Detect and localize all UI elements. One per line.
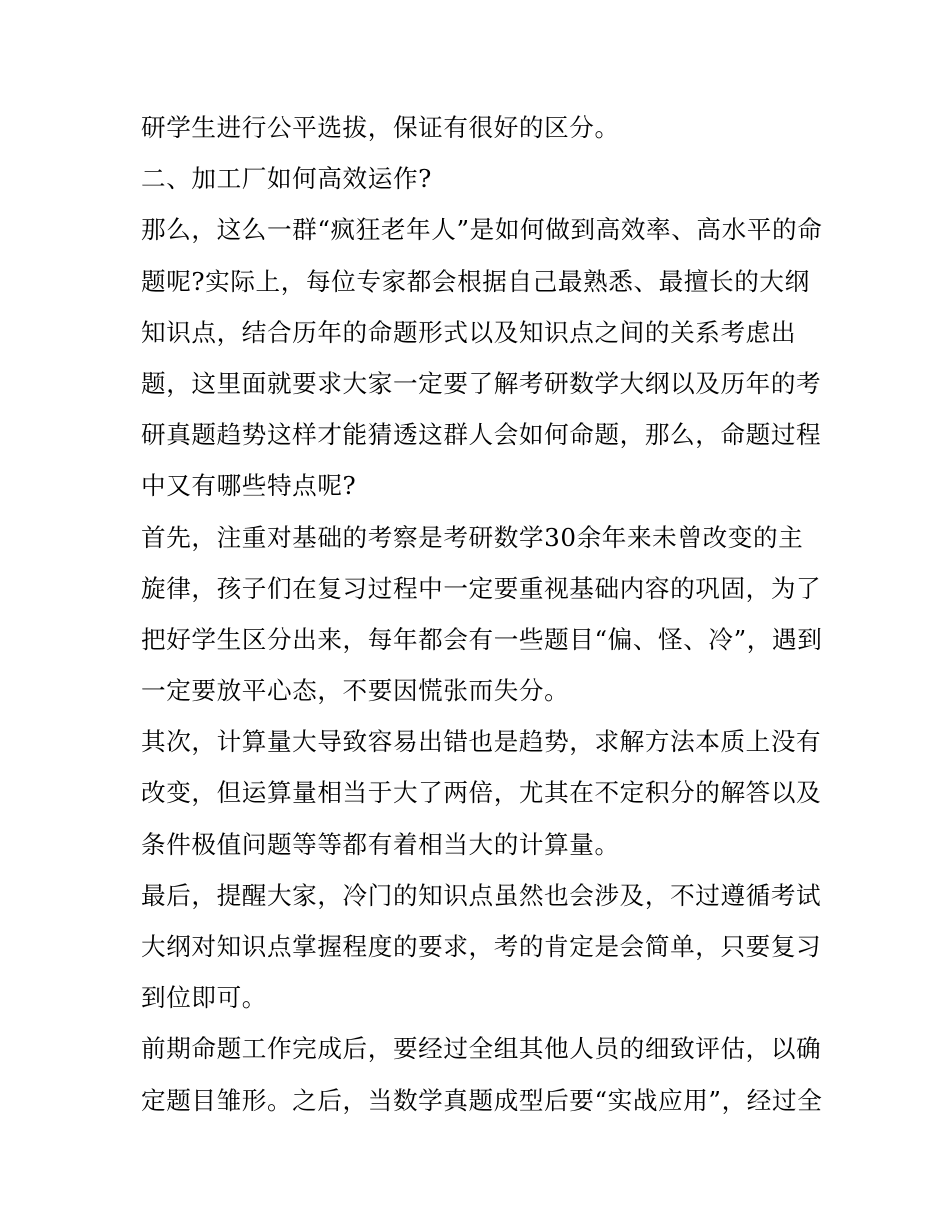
text-line: 大纲对知识点掌握程度的要求，考的肯定是会简单，只要复习	[141, 932, 822, 961]
text-line: 其次，计算量大导致容易出错也是趋势，求解方法本质上没有	[141, 727, 822, 757]
text-line: 旋律，孩子们在复习过程中一定要重视基础内容的巩固，为了	[141, 573, 822, 603]
text-line: 最后，提醒大家，冷门的知识点虽然也会涉及，不过遵循考试	[141, 880, 822, 910]
text-line: 改变，但运算量相当于大了两倍，尤其在不定积分的解答以及	[141, 778, 822, 808]
text-line: 那么，这么一群“疯狂老年人”是如何做到高效率、高水平的命	[141, 215, 823, 245]
text-line: 前期命题工作完成后，要经过全组其他人员的细致评估，以确	[141, 1034, 822, 1064]
text-line: 首先，注重对基础的考察是考研数学30余年来未曾改变的主	[141, 522, 804, 552]
text-line: 把好学生区分出来，每年都会有一些题目“偏、怪、冷”，遇到	[141, 624, 823, 654]
text-line: 研真题趋势这样才能猜透这群人会如何命题，那么，命题过程	[141, 420, 822, 450]
document-body	[141, 102, 821, 1126]
text-line: 研学生进行公平选拔，保证有很好的区分。	[141, 113, 620, 142]
text-line: 一定要放平心态，不要因慌张而失分。	[141, 676, 570, 706]
text-line: 知识点，结合历年的命题形式以及知识点之间的关系考虑出	[141, 317, 797, 347]
text-line: 条件极值问题等等都有着相当大的计算量。	[141, 829, 620, 859]
text-line: 中又有哪些特点呢?	[141, 471, 357, 501]
text-line: 题，这里面就要求大家一定要了解考研数学大纲以及历年的考	[141, 368, 822, 398]
text-line: 到位即可。	[141, 983, 267, 1013]
section-heading: 二、加工厂如何高效运作?	[141, 164, 432, 194]
text-line: 题呢?实际上，每位专家都会根据自己最熟悉、最擅长的大纲	[141, 266, 810, 296]
text-line: 定题目雏形。之后，当数学真题成型后要“实战应用”，经过全	[141, 1085, 823, 1115]
